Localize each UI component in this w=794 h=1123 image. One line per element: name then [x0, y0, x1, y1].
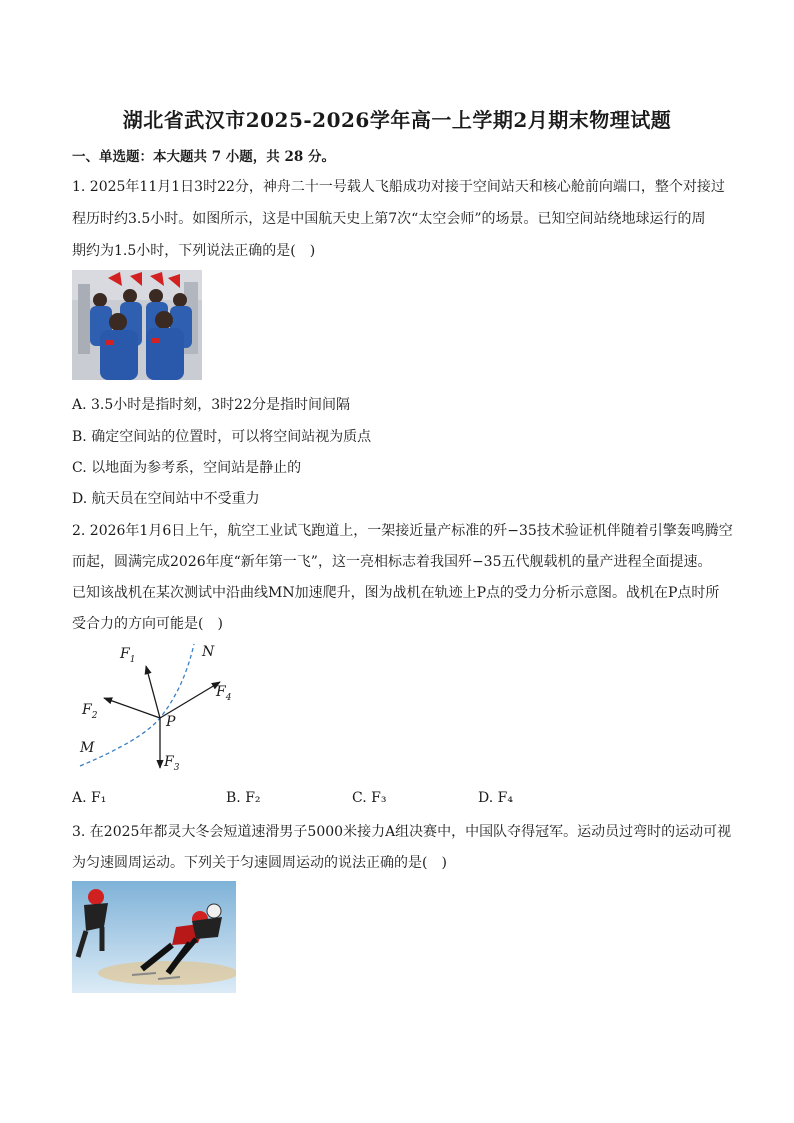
speed-skating-photo: [72, 881, 236, 993]
q3-line-2: 为匀速圆周运动。下列关于匀速圆周运动的说法正确的是( ): [72, 855, 447, 871]
q1-option-c: C. 以地面为参考系，空间站是静止的: [72, 460, 302, 476]
q3-line-1: 3. 在2025年都灵大冬会短道速滑男子5000米接力A组决赛中，中国队夺得冠军。运动员过弯时的运动可视: [72, 824, 732, 840]
q1-line-3: 期约为1.5小时，下列说法正确的是( ): [72, 243, 316, 259]
astronauts-photo: [72, 270, 202, 380]
f1-arrow: [146, 666, 160, 718]
q2-option-d: D. F₄: [478, 790, 513, 806]
q2-option-c: C. F₃: [352, 790, 387, 806]
q2-option-b: B. F₂: [226, 790, 261, 806]
point-p-label: P: [166, 714, 176, 730]
force-diagram: [72, 640, 252, 780]
f3-label: $F_3$: [164, 754, 180, 773]
f2-arrow: [104, 698, 160, 718]
q2-line-4: 受合力的方向可能是( ): [72, 616, 223, 632]
point-n-label: N: [202, 644, 215, 660]
q1-option-d: D. 航天员在空间站中不受重力: [72, 491, 260, 507]
q2-option-a: A. F₁: [72, 790, 107, 806]
f1-label: $F_1$: [120, 646, 136, 665]
point-m-label: M: [80, 740, 95, 756]
q2-line-1: 2. 2026年1月6日上午，航空工业试飞跑道上，一架接近量产标准的歼−35技术验证机伴随着引擎轰鸣腾空: [72, 523, 733, 539]
f4-arrow: [160, 682, 220, 718]
q1-option-b: B. 确定空间站的位置时，可以将空间站视为质点: [72, 429, 372, 445]
q1-line-2: 程历时约3.5小时。如图所示，这是中国航天史上第7次“太空会师”的场景。已知空间站绕地球运行的周: [72, 211, 706, 227]
q1-option-a: A. 3.5小时是指时刻，3时22分是指时间间隔: [72, 397, 350, 413]
section-heading: 一、单选题：本大题共 7 小题，共 28 分。: [72, 149, 335, 165]
f4-label: $F_4$: [216, 684, 232, 703]
f2-label: $F_2$: [82, 702, 98, 721]
q2-line-2: 而起，圆满完成2026年度“新年第一飞”，这一亮相标志着我国歼−35五代舰载机的量产进程全面提速。: [72, 554, 712, 570]
q1-line-1: 1. 2025年11月1日3时22分，神舟二十一号载人飞船成功对接于空间站天和核心舱前向端口，整个对接过: [72, 179, 725, 195]
page-title: 湖北省武汉市2025-2026学年高一上学期2月期末物理试题: [122, 108, 672, 132]
q2-line-3: 已知该战机在某次测试中沿曲线MN加速爬升，图为战机在轨迹上P点的受力分析示意图。战机在P点时所: [72, 585, 720, 601]
